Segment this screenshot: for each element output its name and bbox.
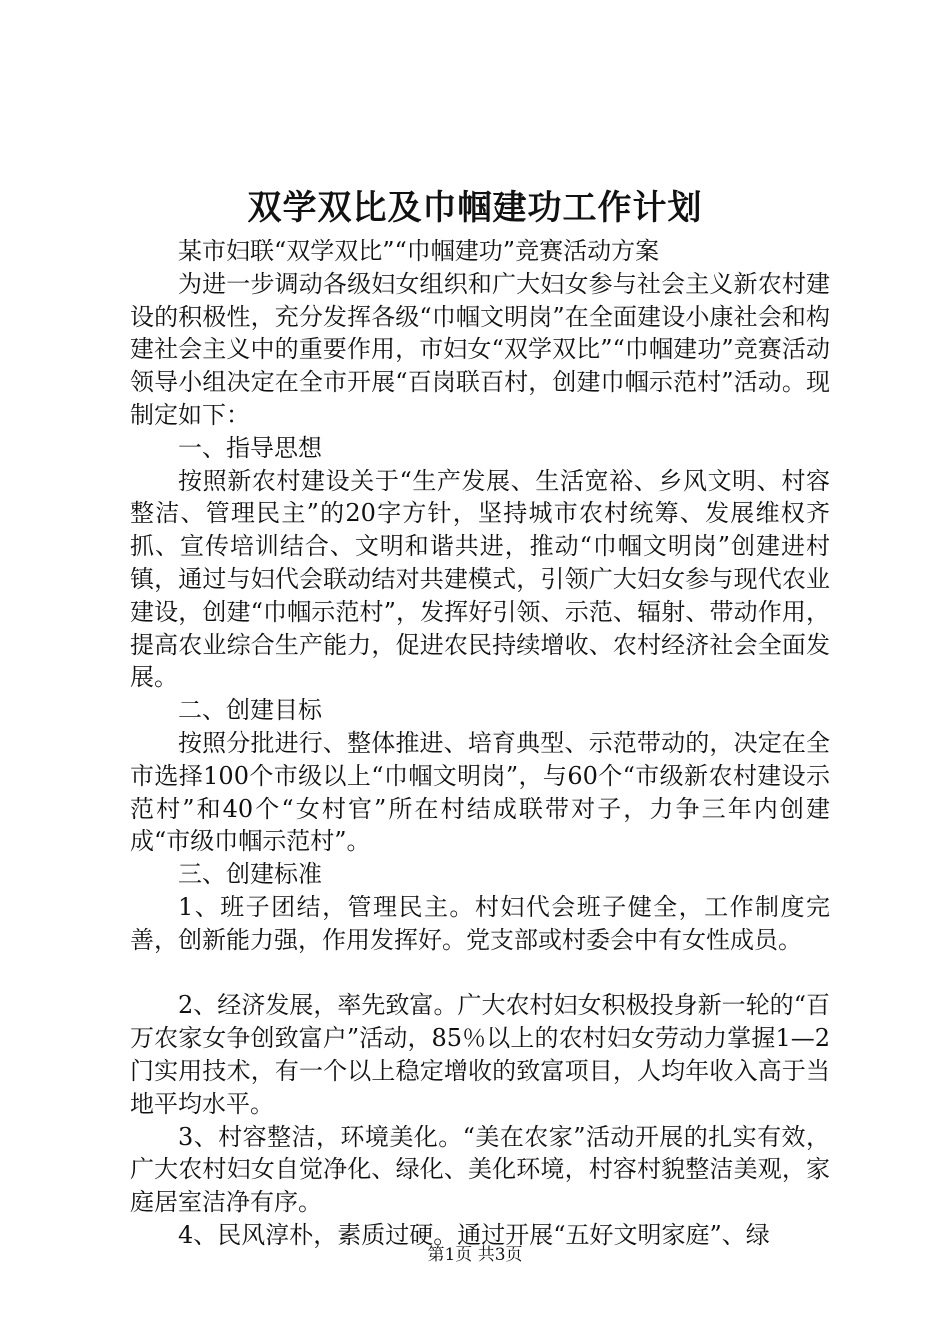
section-heading-goals: 二、创建目标: [178, 696, 322, 725]
section-heading-guiding-ideology: 一、指导思想: [178, 433, 322, 462]
paragraph-goals: 按照分批进行、整体推进、培育典型、示范带动的，决定在全市选择100个市级以上“巾帼文明岗”，与60个“市级新农村建设示范村”和40个“女村官”所在村结成联带对子，力争三年内创建成“市级巾帼示范村”。: [130, 728, 830, 856]
paragraph-standard-3: 3、村容整洁，环境美化。“美在农家”活动开展的扎实有效，广大农村妇女自觉净化、绿化、美化环境，村容村貌整洁美观，家庭居室洁净有序。: [130, 1122, 830, 1217]
paragraph-intro: 为进一步调动各级妇女组织和广大妇女参与社会主义新农村建设的积极性，充分发挥各级“巾帼文明岗”在全面建设小康社会和构建社会主义中的重要作用，市妇女“双学双比”“巾帼建功”竞赛活动领导小组决定在全市开展“百岗联百村，创建巾帼示范村”活动。现制定如下：: [130, 269, 830, 429]
document-title: 双学双比及巾帼建功工作计划: [247, 188, 703, 228]
document-body: [130, 235, 830, 1252]
page-number: 第1页 共3页: [427, 1245, 523, 1265]
paragraph-subtitle: 某市妇联“双学双比”“巾帼建功”竞赛活动方案: [178, 237, 660, 265]
section-heading-standards: 三、创建标准: [178, 860, 322, 889]
paragraph-standard-4: 4、民风淳朴，素质过硬。通过开展“五好文明家庭”、绿: [178, 1220, 770, 1249]
paragraph-standard-2: 2、经济发展，率先致富。广大农村妇女积极投身新一轮的“百万农家女争创致富户”活动，85％以上的农村妇女劳动力掌握1—2门实用技术，有一个以上稳定增收的致富项目，人均年收入高于当地平均水平。: [130, 991, 830, 1118]
paragraph-standard-1: 1、班子团结，管理民主。村妇代会班子健全，工作制度完善，创新能力强，作用发挥好。党支部或村委会中有女性成员。: [130, 892, 830, 954]
paragraph-guiding-ideology: 按照新农村建设关于“生产发展、生活宽裕、乡风文明、村容整洁、管理民主”的20字方针，坚持城市农村统筹、发展维权齐抓、宣传培训结合、文明和谐共进，推动“巾帼文明岗”创建进村镇，通过与妇代会联动结对共建模式，引领广大妇女参与现代农业建设，创建“巾帼示范村”，发挥好引领、示范、辐射、带动作用，提高农业综合生产能力，促进农民持续增收、农村经济社会全面发展。: [130, 466, 830, 692]
